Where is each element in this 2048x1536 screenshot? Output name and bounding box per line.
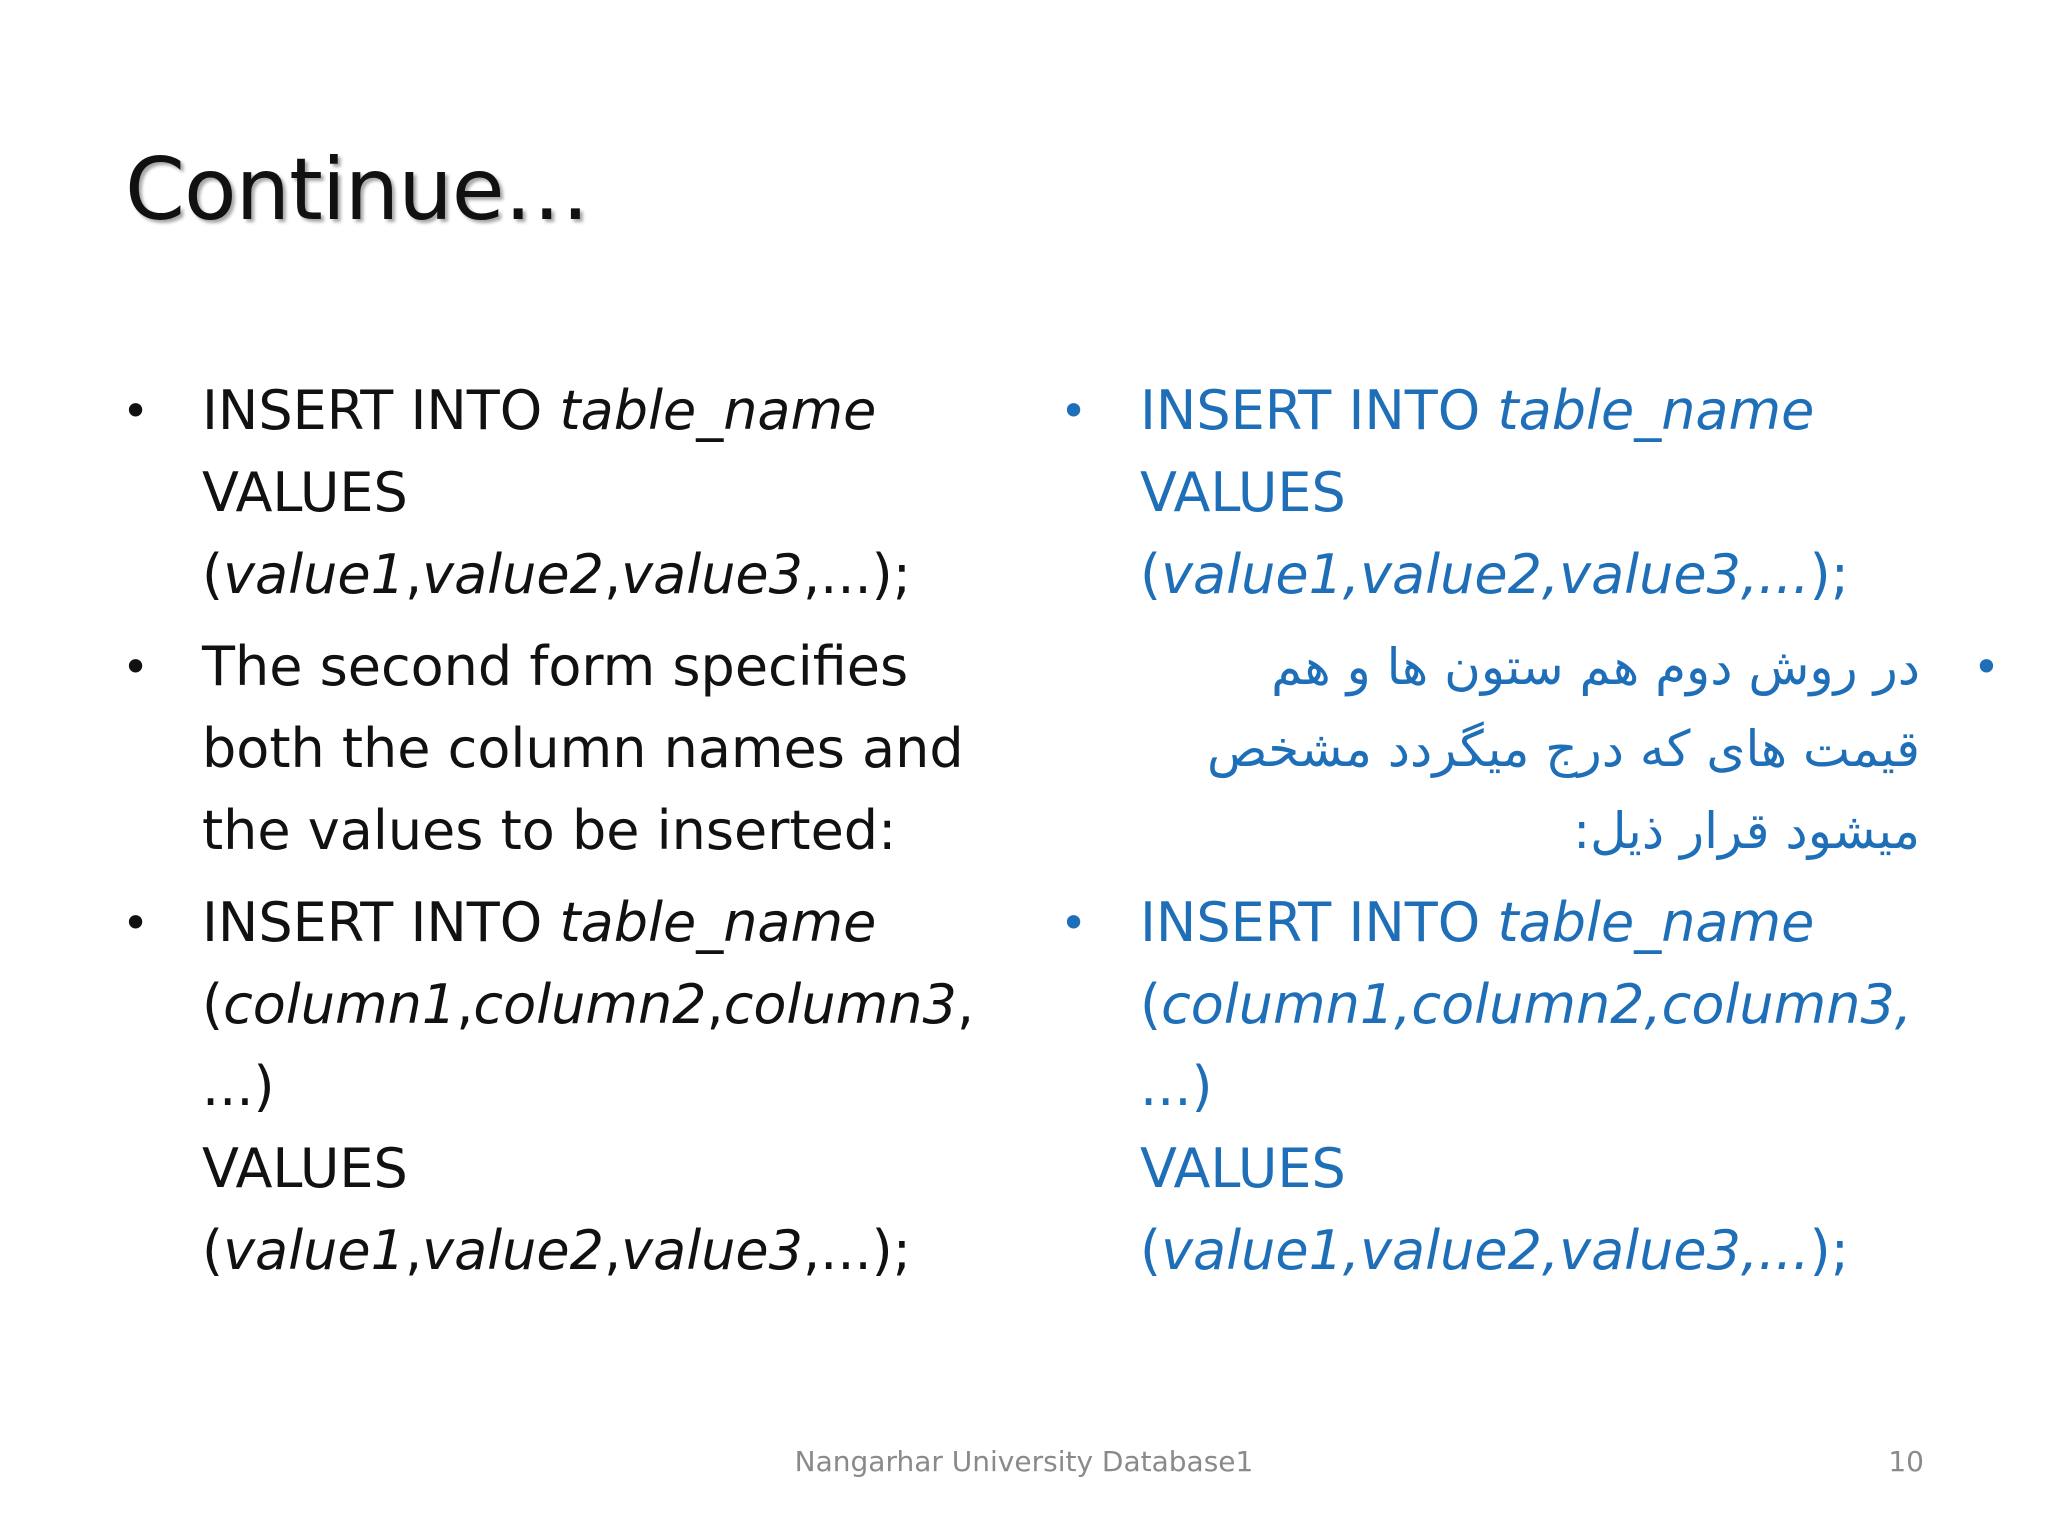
text-line [202,534,1022,616]
right-bullet-3 [1060,882,1960,1292]
bullet-icon: • [122,384,150,438]
text-line [1140,1210,1960,1292]
text-line: VALUES [1140,461,1346,524]
text-segment: , [456,973,474,1036]
text-segment: INSERT INTO [202,891,560,954]
text-segment: , [956,973,975,1036]
text-segment: , [706,973,724,1036]
text-line: The second form specifies [202,635,909,698]
text-segment: value2 [422,543,604,606]
text-line: میشود قرار ذیل: [1573,802,1920,860]
text-segment: column3 [723,973,957,1036]
text-line [1140,370,1960,452]
text-line: VALUES [1140,1137,1346,1200]
left-bullet-1-text [202,370,1022,616]
left-bullet-3-text [202,882,1022,1292]
text-line: ...) [1140,1055,1213,1118]
text-segment: value1,value2,value3,... [1161,1219,1810,1282]
text-segment: INSERT INTO [1140,891,1498,954]
text-segment: column2 [473,973,707,1036]
text-segment: INSERT INTO [1140,379,1498,442]
text-segment: table_name [559,891,877,954]
text-line [1140,882,1960,964]
left-bullet-2 [122,626,1022,872]
text-segment: table_name [559,379,877,442]
text-line: the values to be inserted: [202,799,897,862]
text-segment: ( [202,1219,224,1282]
page-number: 10 [1888,1445,1924,1478]
text-segment: , [603,1219,622,1282]
left-bullet-2-text [202,626,1022,872]
text-line: VALUES [202,461,408,524]
text-segment: column1 [223,973,457,1036]
slide-title: Continue… [125,140,589,240]
text-line [202,964,1022,1046]
bullet-icon: • [1060,896,1088,950]
text-segment: ( [1140,543,1162,606]
right-bullet-2 [1060,626,2000,872]
right-column [1060,370,2000,1302]
right-bullet-2-text [1060,626,1920,872]
left-bullet-1 [122,370,1022,616]
text-segment: ( [1140,973,1162,1036]
text-line: قیمت های که درج میگردد مشخص [1206,720,1920,778]
text-line: both the column names and [202,717,964,780]
text-segment: , [404,543,423,606]
text-segment: ,...); [803,543,911,606]
text-line [202,1210,1022,1292]
text-segment: table_name [1497,379,1815,442]
left-bullet-3 [122,882,1022,1292]
text-line: در روش دوم هم ستون ها و هم [1271,638,1920,696]
bullet-icon: • [1060,384,1088,438]
slide-footer: Nangarhar University Database1 [794,1445,1254,1478]
right-bullet-1 [1060,370,1960,616]
text-segment: value3 [621,543,803,606]
text-segment: ( [202,543,224,606]
text-segment: ); [1809,1219,1849,1282]
text-segment: ( [1140,1219,1162,1282]
bullet-icon: • [122,896,150,950]
text-segment: value1 [223,1219,405,1282]
text-segment: value3 [621,1219,803,1282]
bullet-icon: • [122,640,150,694]
text-line: ...) [202,1055,275,1118]
left-column [122,370,1022,1302]
text-segment: , [603,543,622,606]
text-line [1140,964,1960,1046]
text-line [1140,534,1960,616]
text-line: VALUES [202,1137,408,1200]
right-bullet-3-text [1140,882,1960,1292]
text-line [202,882,1022,964]
text-segment: value1,value2,value3,... [1161,543,1810,606]
text-segment: ( [202,973,224,1036]
text-segment: value1 [223,543,405,606]
text-line [202,370,1022,452]
bullet-icon: • [1972,640,2000,694]
text-segment: value2 [422,1219,604,1282]
text-segment: ); [1809,543,1849,606]
text-segment: INSERT INTO [202,379,560,442]
right-bullet-1-text [1140,370,1960,616]
text-segment: , [404,1219,423,1282]
text-segment: ,...); [803,1219,911,1282]
text-segment: column1,column2,column3, [1161,973,1912,1036]
text-segment: table_name [1497,891,1815,954]
